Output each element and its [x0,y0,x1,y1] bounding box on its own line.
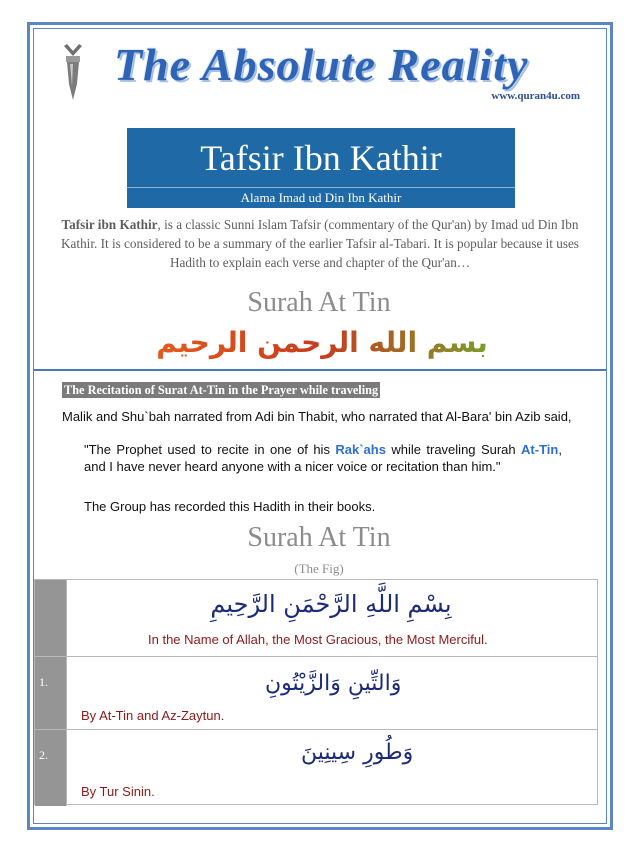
verse-row [35,657,597,730]
verse-translation: By Tur Sinin. [81,784,155,799]
verse-row [35,730,597,806]
verse-number [35,657,67,729]
site-banner [58,36,588,106]
verse-number-text: 1. [39,675,48,689]
intro-bold: Tafsir ibn Kathir [61,217,158,232]
verse-table [34,579,598,805]
banner-url: www.quran4u.com [491,90,580,102]
basmala-calligraphy-icon [156,322,488,362]
basmala-art-text: بسم الله الرحمن الرحيم [156,326,488,359]
verse-arabic: وَطُورِ سِينِينَ [301,740,414,765]
verse-number [35,730,67,806]
surah-meaning: (The Fig) [294,561,344,576]
verse-translation: By At-Tin and Az-Zaytun. [81,708,225,723]
banner-title: The Absolute Reality [114,39,529,90]
narration-text: Malik and Shu`bah narrated from Adi bin Thabit, who narrated that Al-Bara' bin Azib said, [62,409,572,424]
intro-text: , is a classic Sunni Islam Tafsir (commentary of the Qur'an) by Imad ud Din Ibn Kathir. It is considered to be a summary of the earlier Tafsir al-Tabari. It is popular because it uses Hadith to explain each verse and chapter of the Qur'an… [61,217,579,270]
title-box [127,128,515,208]
verse-arabic: بِسْمِ اللَّهِ الرَّحْمَنِ الرَّحِيمِ [210,590,452,618]
intro-paragraph [60,215,580,272]
page-subtitle: Alama Imad ud Din Ibn Kathir [240,190,402,205]
quote-part: "The Prophet used to recite in one of his [84,442,336,457]
title-divider [127,187,515,188]
quote-part: while traveling Surah [385,442,522,457]
verse-number [35,580,67,656]
verse-translation: In the Name of Allah, the Most Gracious, the Most Merciful. [148,632,488,647]
quote-part: , and I have never heard anyone with a nicer voice or recitation than him." [84,442,562,474]
verse-arabic: وَالتِّينِ وَالزَّيْتُونِ [265,671,402,696]
group-note: The Group has recorded this Hadith in their books. [84,499,376,514]
verse-row [35,580,597,657]
page-title: Tafsir Ibn Kathir [200,138,442,178]
surah-heading-1: Surah At Tin [247,287,391,318]
verse-number-text: 2. [39,748,48,762]
recitation-heading: The Recitation of Surat At-Tin in the Prayer while traveling [64,383,379,397]
section-divider [34,369,606,371]
quote-highlight-rakahs: Rak`ahs [335,442,386,457]
pen-emblem-icon [60,42,86,102]
quote-highlight-at-tin: At-Tin [521,442,559,457]
hadith-quote [84,441,562,475]
surah-heading-2: Surah At Tin [247,522,391,553]
